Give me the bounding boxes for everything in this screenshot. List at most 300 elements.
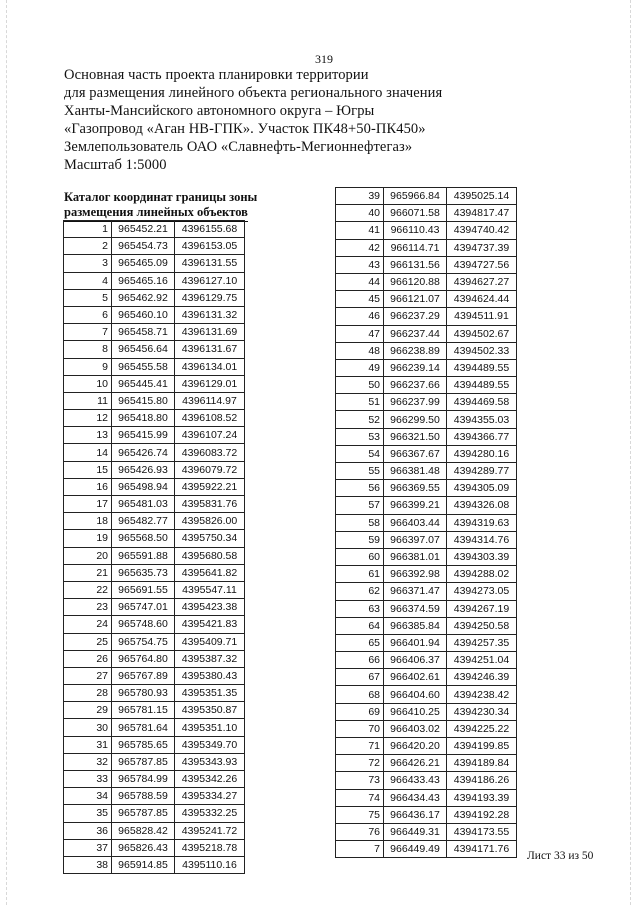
point-number-cell: 72 xyxy=(336,755,384,772)
point-number-cell: 11 xyxy=(64,392,112,409)
point-number-cell: 51 xyxy=(336,394,384,411)
x-coordinate-cell: 965445.41 xyxy=(112,375,175,392)
table-row xyxy=(336,755,517,772)
y-coordinate-cell: 4396107.24 xyxy=(175,427,245,444)
table-row xyxy=(64,564,245,581)
y-coordinate-cell: 4396127.10 xyxy=(175,272,245,289)
point-number-cell: 73 xyxy=(336,772,384,789)
x-coordinate-cell: 965828.42 xyxy=(112,822,175,839)
table-row xyxy=(64,530,245,547)
y-coordinate-cell: 4395343.93 xyxy=(175,753,245,770)
x-coordinate-cell: 966385.84 xyxy=(384,617,447,634)
table-row xyxy=(336,308,517,325)
table-row xyxy=(64,805,245,822)
y-coordinate-cell: 4395349.70 xyxy=(175,736,245,753)
x-coordinate-cell: 966403.44 xyxy=(384,514,447,531)
x-coordinate-cell: 965426.93 xyxy=(112,461,175,478)
point-number-cell: 3 xyxy=(64,255,112,272)
x-coordinate-cell: 965452.21 xyxy=(112,221,175,238)
table-row xyxy=(336,703,517,720)
point-number-cell: 25 xyxy=(64,633,112,650)
table-row xyxy=(336,480,517,497)
x-coordinate-cell: 965785.65 xyxy=(112,736,175,753)
point-number-cell: 37 xyxy=(64,839,112,856)
table-row xyxy=(336,772,517,789)
point-number-cell: 68 xyxy=(336,686,384,703)
x-coordinate-cell: 966110.43 xyxy=(384,222,447,239)
point-number-cell: 19 xyxy=(64,530,112,547)
table-row xyxy=(64,650,245,667)
point-number-cell: 30 xyxy=(64,719,112,736)
point-number-cell: 28 xyxy=(64,685,112,702)
y-coordinate-cell: 4394173.55 xyxy=(447,823,517,840)
point-number-cell: 49 xyxy=(336,359,384,376)
x-coordinate-cell: 966420.20 xyxy=(384,738,447,755)
x-coordinate-cell: 965781.64 xyxy=(112,719,175,736)
x-coordinate-cell: 966401.94 xyxy=(384,634,447,651)
x-coordinate-cell: 965498.94 xyxy=(112,478,175,495)
table-row xyxy=(336,256,517,273)
y-coordinate-cell: 4395421.83 xyxy=(175,616,245,633)
x-coordinate-cell: 965914.85 xyxy=(112,856,175,873)
table-row xyxy=(64,496,245,513)
point-number-cell: 56 xyxy=(336,480,384,497)
table-row xyxy=(64,839,245,856)
point-number-cell: 47 xyxy=(336,325,384,342)
point-number-cell: 65 xyxy=(336,634,384,651)
point-number-cell: 22 xyxy=(64,581,112,598)
table-row xyxy=(64,461,245,478)
table-row xyxy=(64,444,245,461)
table-row xyxy=(336,583,517,600)
table-row xyxy=(336,738,517,755)
y-coordinate-cell: 4394303.39 xyxy=(447,548,517,565)
y-coordinate-cell: 4395025.14 xyxy=(447,188,517,205)
point-number-cell: 27 xyxy=(64,667,112,684)
header-line: «Газопровод «Аган НВ-ГПК». Участок ПК48+50-ПК450» xyxy=(64,121,426,137)
y-coordinate-cell: 4394511.91 xyxy=(447,308,517,325)
point-number-cell: 53 xyxy=(336,428,384,445)
x-coordinate-cell: 966237.99 xyxy=(384,394,447,411)
table-row xyxy=(336,463,517,480)
y-coordinate-cell: 4394280.16 xyxy=(447,445,517,462)
x-coordinate-cell: 965781.15 xyxy=(112,702,175,719)
x-coordinate-cell: 965418.80 xyxy=(112,410,175,427)
x-coordinate-cell: 965635.73 xyxy=(112,564,175,581)
table-row xyxy=(64,788,245,805)
x-coordinate-cell: 966237.44 xyxy=(384,325,447,342)
table-row xyxy=(64,685,245,702)
point-number-cell: 67 xyxy=(336,669,384,686)
y-coordinate-cell: 4394727.56 xyxy=(447,256,517,273)
point-number-cell: 6 xyxy=(64,306,112,323)
point-number-cell: 18 xyxy=(64,513,112,530)
point-number-cell: 17 xyxy=(64,496,112,513)
point-number-cell: 76 xyxy=(336,823,384,840)
table-row xyxy=(64,719,245,736)
y-coordinate-cell: 4394289.77 xyxy=(447,463,517,480)
y-coordinate-cell: 4394250.58 xyxy=(447,617,517,634)
x-coordinate-cell: 965465.09 xyxy=(112,255,175,272)
table-row xyxy=(336,600,517,617)
point-number-cell: 48 xyxy=(336,342,384,359)
x-coordinate-cell: 965784.99 xyxy=(112,771,175,788)
y-coordinate-cell: 4394489.55 xyxy=(447,359,517,376)
y-coordinate-cell: 4396155.68 xyxy=(175,221,245,238)
y-coordinate-cell: 4395218.78 xyxy=(175,839,245,856)
table-row xyxy=(336,205,517,222)
table-row xyxy=(336,377,517,394)
table-row xyxy=(336,359,517,376)
x-coordinate-cell: 966121.07 xyxy=(384,291,447,308)
x-coordinate-cell: 965454.73 xyxy=(112,238,175,255)
x-coordinate-cell: 966449.31 xyxy=(384,823,447,840)
point-number-cell: 59 xyxy=(336,531,384,548)
y-coordinate-cell: 4396079.72 xyxy=(175,461,245,478)
table-row xyxy=(336,497,517,514)
scan-edge-right xyxy=(630,0,632,905)
y-coordinate-cell: 4395351.35 xyxy=(175,685,245,702)
y-coordinate-cell: 4394737.39 xyxy=(447,239,517,256)
table-row xyxy=(336,273,517,290)
y-coordinate-cell: 4394366.77 xyxy=(447,428,517,445)
point-number-cell: 8 xyxy=(64,341,112,358)
table-row xyxy=(64,856,245,873)
point-number-cell: 7 xyxy=(64,324,112,341)
x-coordinate-cell: 966238.89 xyxy=(384,342,447,359)
y-coordinate-cell: 4394257.35 xyxy=(447,634,517,651)
x-coordinate-cell: 965591.88 xyxy=(112,547,175,564)
y-coordinate-cell: 4394627.27 xyxy=(447,273,517,290)
point-number-cell: 70 xyxy=(336,720,384,737)
table-row xyxy=(64,478,245,495)
table-row xyxy=(64,221,245,238)
point-number-cell: 20 xyxy=(64,547,112,564)
y-coordinate-cell: 4394251.04 xyxy=(447,652,517,669)
table-row xyxy=(336,325,517,342)
point-number-cell: 26 xyxy=(64,650,112,667)
x-coordinate-cell: 966367.67 xyxy=(384,445,447,462)
point-number-cell: 55 xyxy=(336,463,384,480)
table-row xyxy=(336,548,517,565)
x-coordinate-cell: 966321.50 xyxy=(384,428,447,445)
x-coordinate-cell: 965764.80 xyxy=(112,650,175,667)
y-coordinate-cell: 4396131.55 xyxy=(175,255,245,272)
table-row xyxy=(64,702,245,719)
point-number-cell: 35 xyxy=(64,805,112,822)
point-number-cell: 1 xyxy=(64,221,112,238)
x-coordinate-cell: 965481.03 xyxy=(112,496,175,513)
y-coordinate-cell: 4394189.84 xyxy=(447,755,517,772)
x-coordinate-cell: 965748.60 xyxy=(112,616,175,633)
x-coordinate-cell: 965462.92 xyxy=(112,289,175,306)
x-coordinate-cell: 966397.07 xyxy=(384,531,447,548)
y-coordinate-cell: 4395680.58 xyxy=(175,547,245,564)
x-coordinate-cell: 965415.99 xyxy=(112,427,175,444)
x-coordinate-cell: 966404.60 xyxy=(384,686,447,703)
y-coordinate-cell: 4395641.82 xyxy=(175,564,245,581)
y-coordinate-cell: 4396134.01 xyxy=(175,358,245,375)
table-row xyxy=(64,375,245,392)
table-row xyxy=(64,581,245,598)
x-coordinate-cell: 965426.74 xyxy=(112,444,175,461)
point-number-cell: 33 xyxy=(64,771,112,788)
y-coordinate-cell: 4395922.21 xyxy=(175,478,245,495)
x-coordinate-cell: 966114.71 xyxy=(384,239,447,256)
point-number-cell: 57 xyxy=(336,497,384,514)
table-row xyxy=(336,652,517,669)
x-coordinate-cell: 966120.88 xyxy=(384,273,447,290)
x-coordinate-cell: 966399.21 xyxy=(384,497,447,514)
x-coordinate-cell: 965787.85 xyxy=(112,805,175,822)
point-number-cell: 39 xyxy=(336,188,384,205)
table-row xyxy=(336,222,517,239)
point-number-cell: 16 xyxy=(64,478,112,495)
coordinates-table-right xyxy=(335,187,517,858)
table-row xyxy=(64,667,245,684)
x-coordinate-cell: 966374.59 xyxy=(384,600,447,617)
document-header xyxy=(64,66,584,174)
y-coordinate-cell: 4396129.01 xyxy=(175,375,245,392)
x-coordinate-cell: 965458.71 xyxy=(112,324,175,341)
x-coordinate-cell: 966403.02 xyxy=(384,720,447,737)
y-coordinate-cell: 4395350.87 xyxy=(175,702,245,719)
point-number-cell: 14 xyxy=(64,444,112,461)
x-coordinate-cell: 965767.89 xyxy=(112,667,175,684)
point-number-cell: 52 xyxy=(336,411,384,428)
point-number-cell: 74 xyxy=(336,789,384,806)
y-coordinate-cell: 4395110.16 xyxy=(175,856,245,873)
header-line: Ханты-Мансийского автономного округа – Югры xyxy=(64,103,375,119)
x-coordinate-cell: 966237.29 xyxy=(384,308,447,325)
point-number-cell: 71 xyxy=(336,738,384,755)
point-number-cell: 50 xyxy=(336,377,384,394)
point-number-cell: 10 xyxy=(64,375,112,392)
point-number-cell: 7 xyxy=(336,841,384,858)
header-line: для размещения линейного объекта регионального значения xyxy=(64,85,443,101)
point-number-cell: 63 xyxy=(336,600,384,617)
x-coordinate-cell: 966369.55 xyxy=(384,480,447,497)
point-number-cell: 15 xyxy=(64,461,112,478)
point-number-cell: 41 xyxy=(336,222,384,239)
point-number-cell: 31 xyxy=(64,736,112,753)
x-coordinate-cell: 965456.64 xyxy=(112,341,175,358)
x-coordinate-cell: 966381.48 xyxy=(384,463,447,480)
y-coordinate-cell: 4394199.85 xyxy=(447,738,517,755)
table-row xyxy=(64,616,245,633)
point-number-cell: 12 xyxy=(64,410,112,427)
y-coordinate-cell: 4394817.47 xyxy=(447,205,517,222)
table-row xyxy=(336,669,517,686)
table-row xyxy=(64,547,245,564)
table-row xyxy=(64,736,245,753)
y-coordinate-cell: 4394502.33 xyxy=(447,342,517,359)
point-number-cell: 64 xyxy=(336,617,384,634)
table-row xyxy=(336,841,517,858)
x-coordinate-cell: 966371.47 xyxy=(384,583,447,600)
x-coordinate-cell: 966402.61 xyxy=(384,669,447,686)
point-number-cell: 66 xyxy=(336,652,384,669)
y-coordinate-cell: 4395342.26 xyxy=(175,771,245,788)
x-coordinate-cell: 966071.58 xyxy=(384,205,447,222)
y-coordinate-cell: 4394740.42 xyxy=(447,222,517,239)
point-number-cell: 2 xyxy=(64,238,112,255)
x-coordinate-cell: 966299.50 xyxy=(384,411,447,428)
point-number-cell: 4 xyxy=(64,272,112,289)
table-row xyxy=(64,341,245,358)
point-number-cell: 24 xyxy=(64,616,112,633)
x-coordinate-cell: 965455.58 xyxy=(112,358,175,375)
point-number-cell: 62 xyxy=(336,583,384,600)
table-row xyxy=(64,238,245,255)
y-coordinate-cell: 4395241.72 xyxy=(175,822,245,839)
y-coordinate-cell: 4394326.08 xyxy=(447,497,517,514)
x-coordinate-cell: 966426.21 xyxy=(384,755,447,772)
table-row xyxy=(336,634,517,651)
point-number-cell: 36 xyxy=(64,822,112,839)
page-number: 319 xyxy=(315,52,333,66)
table-row xyxy=(64,427,245,444)
table-caption-line: размещения линейных объектов xyxy=(64,205,248,222)
point-number-cell: 75 xyxy=(336,806,384,823)
x-coordinate-cell: 966406.37 xyxy=(384,652,447,669)
coordinates-table-left xyxy=(63,220,245,874)
x-coordinate-cell: 966239.14 xyxy=(384,359,447,376)
x-coordinate-cell: 965754.75 xyxy=(112,633,175,650)
table-row xyxy=(336,617,517,634)
header-line: Землепользователь ОАО «Славнефть-Мегионнефтегаз» xyxy=(64,139,413,155)
table-row xyxy=(64,358,245,375)
y-coordinate-cell: 4395547.11 xyxy=(175,581,245,598)
x-coordinate-cell: 965747.01 xyxy=(112,599,175,616)
table-row xyxy=(336,291,517,308)
point-number-cell: 32 xyxy=(64,753,112,770)
point-number-cell: 29 xyxy=(64,702,112,719)
table-row xyxy=(336,342,517,359)
y-coordinate-cell: 4395826.00 xyxy=(175,513,245,530)
point-number-cell: 34 xyxy=(64,788,112,805)
table-row xyxy=(64,771,245,788)
table-row xyxy=(336,394,517,411)
table-row xyxy=(64,410,245,427)
y-coordinate-cell: 4394225.22 xyxy=(447,720,517,737)
point-number-cell: 13 xyxy=(64,427,112,444)
table-row xyxy=(336,428,517,445)
point-number-cell: 69 xyxy=(336,703,384,720)
x-coordinate-cell: 966237.66 xyxy=(384,377,447,394)
y-coordinate-cell: 4394238.42 xyxy=(447,686,517,703)
y-coordinate-cell: 4396108.52 xyxy=(175,410,245,427)
table-row xyxy=(336,531,517,548)
table-row xyxy=(64,599,245,616)
y-coordinate-cell: 4395831.76 xyxy=(175,496,245,513)
table-caption-line: Каталог координат границы зоны xyxy=(64,190,258,204)
y-coordinate-cell: 4394193.39 xyxy=(447,789,517,806)
table-row xyxy=(336,239,517,256)
point-number-cell: 46 xyxy=(336,308,384,325)
point-number-cell: 40 xyxy=(336,205,384,222)
y-coordinate-cell: 4394314.76 xyxy=(447,531,517,548)
table-row xyxy=(64,753,245,770)
y-coordinate-cell: 4394469.58 xyxy=(447,394,517,411)
x-coordinate-cell: 965482.77 xyxy=(112,513,175,530)
x-coordinate-cell: 966433.43 xyxy=(384,772,447,789)
y-coordinate-cell: 4394267.19 xyxy=(447,600,517,617)
y-coordinate-cell: 4394273.05 xyxy=(447,583,517,600)
y-coordinate-cell: 4394186.26 xyxy=(447,772,517,789)
table-row xyxy=(336,720,517,737)
y-coordinate-cell: 4396131.69 xyxy=(175,324,245,341)
x-coordinate-cell: 965691.55 xyxy=(112,581,175,598)
table-row xyxy=(336,411,517,428)
scan-edge-left xyxy=(6,0,8,905)
table-row xyxy=(336,823,517,840)
y-coordinate-cell: 4394489.55 xyxy=(447,377,517,394)
y-coordinate-cell: 4394355.03 xyxy=(447,411,517,428)
table-row xyxy=(64,392,245,409)
x-coordinate-cell: 965787.85 xyxy=(112,753,175,770)
table-row xyxy=(64,272,245,289)
x-coordinate-cell: 966410.25 xyxy=(384,703,447,720)
table-row xyxy=(64,306,245,323)
table-row xyxy=(64,822,245,839)
table-row xyxy=(336,566,517,583)
table-row xyxy=(64,513,245,530)
point-number-cell: 38 xyxy=(64,856,112,873)
table-row xyxy=(64,255,245,272)
header-line: Масштаб 1:5000 xyxy=(64,157,167,173)
x-coordinate-cell: 965465.16 xyxy=(112,272,175,289)
table-row xyxy=(64,289,245,306)
point-number-cell: 9 xyxy=(64,358,112,375)
table-row xyxy=(64,324,245,341)
y-coordinate-cell: 4394230.34 xyxy=(447,703,517,720)
table-row xyxy=(336,514,517,531)
x-coordinate-cell: 965780.93 xyxy=(112,685,175,702)
x-coordinate-cell: 966449.49 xyxy=(384,841,447,858)
x-coordinate-cell: 965788.59 xyxy=(112,788,175,805)
sheet-label: Лист 33 из 50 xyxy=(527,850,594,862)
y-coordinate-cell: 4396153.05 xyxy=(175,238,245,255)
y-coordinate-cell: 4396131.32 xyxy=(175,306,245,323)
y-coordinate-cell: 4394171.76 xyxy=(447,841,517,858)
table-row xyxy=(64,633,245,650)
table-row xyxy=(336,188,517,205)
point-number-cell: 5 xyxy=(64,289,112,306)
x-coordinate-cell: 966436.17 xyxy=(384,806,447,823)
y-coordinate-cell: 4396083.72 xyxy=(175,444,245,461)
table-row xyxy=(336,686,517,703)
y-coordinate-cell: 4394246.39 xyxy=(447,669,517,686)
y-coordinate-cell: 4394624.44 xyxy=(447,291,517,308)
y-coordinate-cell: 4395380.43 xyxy=(175,667,245,684)
y-coordinate-cell: 4394319.63 xyxy=(447,514,517,531)
y-coordinate-cell: 4396131.67 xyxy=(175,341,245,358)
y-coordinate-cell: 4394192.28 xyxy=(447,806,517,823)
y-coordinate-cell: 4395351.10 xyxy=(175,719,245,736)
table-caption xyxy=(64,190,274,222)
point-number-cell: 54 xyxy=(336,445,384,462)
point-number-cell: 45 xyxy=(336,291,384,308)
y-coordinate-cell: 4395750.34 xyxy=(175,530,245,547)
y-coordinate-cell: 4394502.67 xyxy=(447,325,517,342)
point-number-cell: 21 xyxy=(64,564,112,581)
table-row xyxy=(336,445,517,462)
y-coordinate-cell: 4395409.71 xyxy=(175,633,245,650)
x-coordinate-cell: 965826.43 xyxy=(112,839,175,856)
y-coordinate-cell: 4394288.02 xyxy=(447,566,517,583)
point-number-cell: 43 xyxy=(336,256,384,273)
